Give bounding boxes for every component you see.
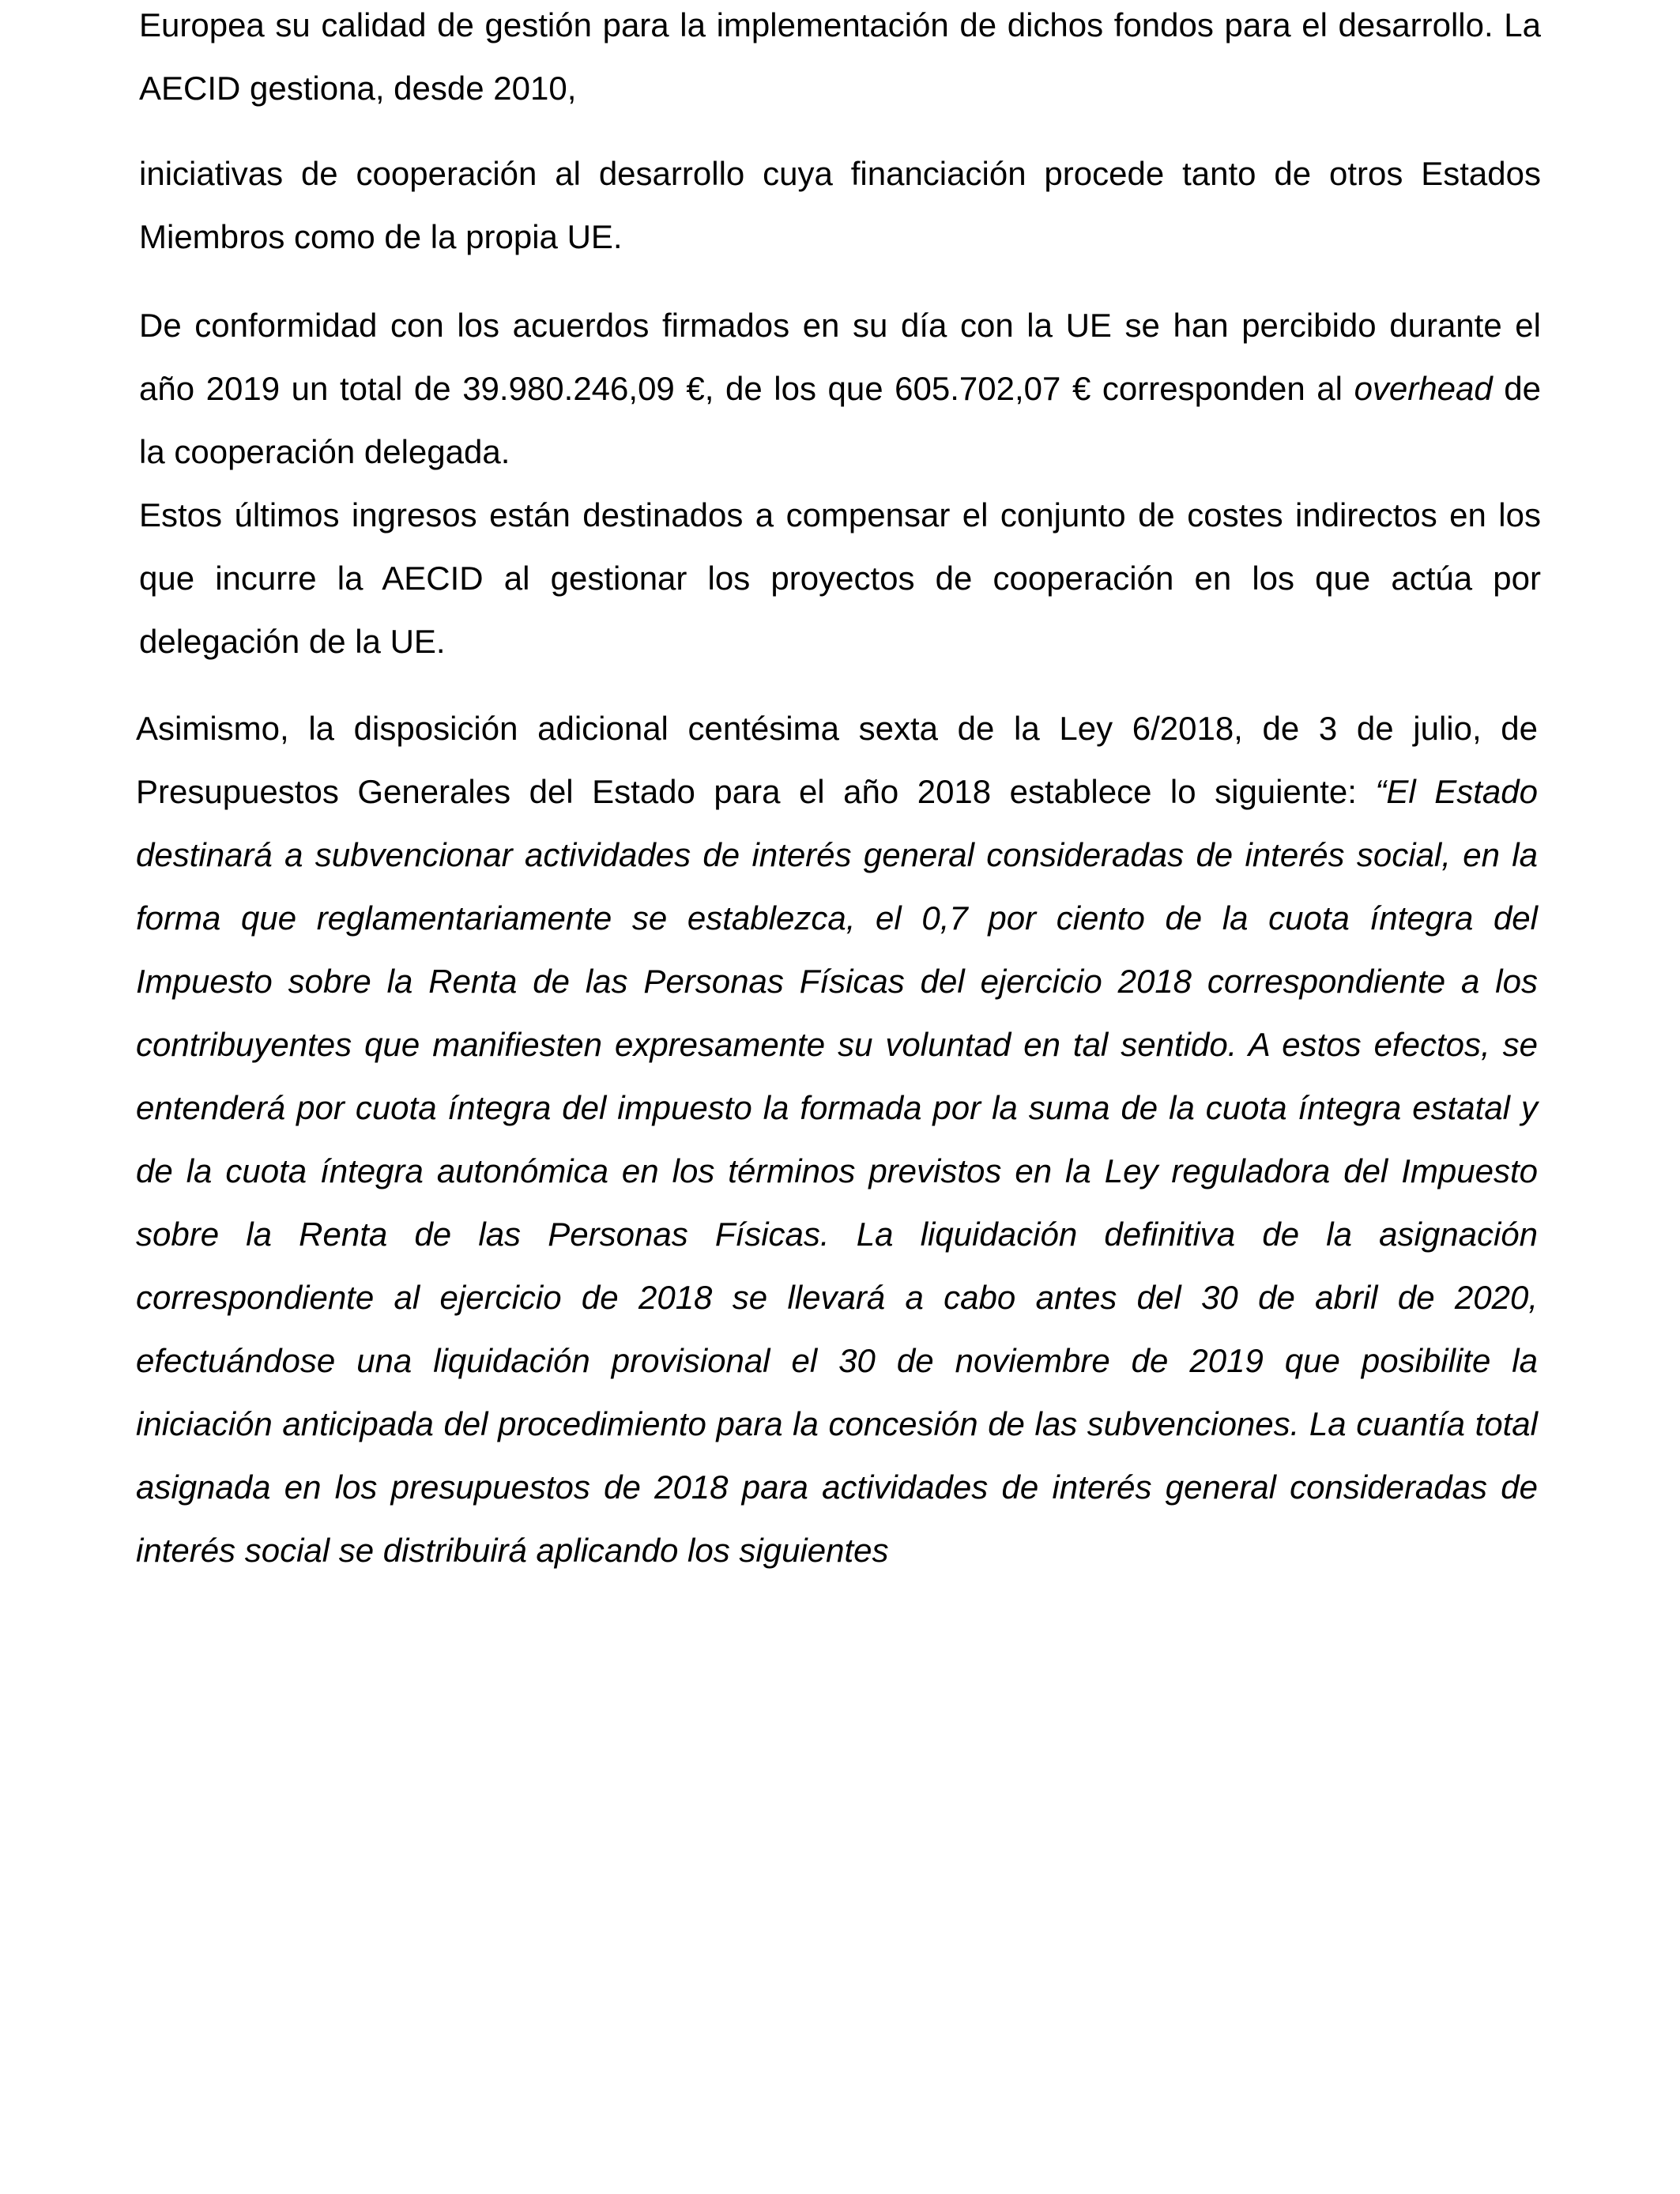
paragraph-initiatives: iniciativas de cooperación al desarrollo cuya financiación procede tanto de otros Estados Miembros como de la propia UE. bbox=[139, 155, 1541, 255]
paragraph-eu-funds-tail: de la cooperación delegada. bbox=[139, 370, 1541, 470]
law-quotation: “El Estado destinará a subvencionar actividades de interés general consideradas de interés social, en la forma que reglamentariamente se establezca, el 0,7 por ciento de la cuota íntegra del Impuesto sobre la Renta de las Personas Físicas del ejercicio 2018 correspondiente a los contribuyentes que manifiesten expresamente su voluntad en tal sentido. A estos efectos, se entenderá por cuota íntegra del impuesto la formada por la suma de la cuota íntegra estatal y de la cuota íntegra autonómica en los términos previstos en la Ley reguladora del Impuesto sobre la Renta de las Personas Físicas. La liquidación definitiva de la asignación correspondiente al ejercicio de 2018 se llevará a cabo antes del 30 de abril de 2020, efectuándose una liquidación provisional el 30 de noviembre de 2019 que posibilite la iniciación anticipada del procedimiento para la concesión de las subvenciones. La cuantía total asignada en los presupuestos de 2018 para actividades de interés general consideradas de interés social se distribuirá aplicando los siguientes bbox=[136, 773, 1538, 1569]
paragraph-budget-law-text: Asimismo, la disposición adicional centésima sexta de la Ley 6/2018, de 3 de julio, de Presupuestos Generales del Estado para el año 2018 establece lo siguiente: bbox=[136, 710, 1538, 810]
paragraph-eu-funds-text: De conformidad con los acuerdos firmados en su día con la UE se han percibido durante el año 2019 un total de 39.980.246,09 €, de los que 605.702,07 € corresponden al bbox=[139, 307, 1541, 407]
overhead-term: overhead bbox=[1354, 370, 1493, 407]
paragraph-eu-funds bbox=[139, 294, 1541, 484]
paragraph-indirect-costs: Estos últimos ingresos están destinados a compensar el conjunto de costes indirectos en los que incurre la AECID al gestionar los proyectos de cooperación en los que actúa por delegación de la UE. bbox=[139, 496, 1541, 660]
paragraph-budget-law bbox=[136, 697, 1538, 1582]
paragraph-aecid-intro: Europea su calidad de gestión para la implementación de dichos fondos para el desarrollo. La AECID gestiona, desde 2010, bbox=[139, 6, 1541, 107]
